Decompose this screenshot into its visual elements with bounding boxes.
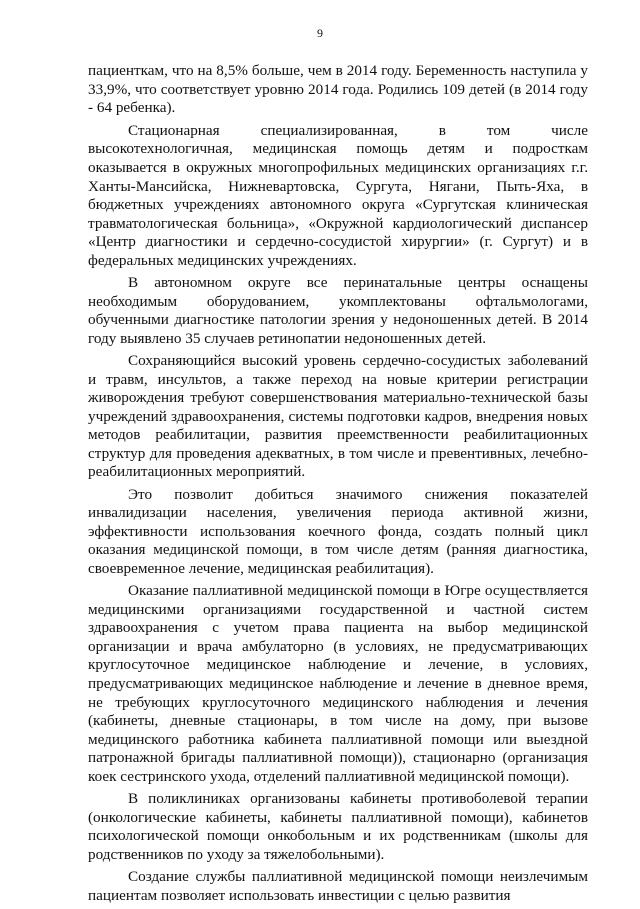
paragraph-cardiovascular: Сохраняющийся высокий уровень сердечно-сосудистых заболеваний и травм, инсультов, а также переход на новые критерии регистрации живорождения требуют совершенствования материально-технической базы учреждений здравоохранения, системы подготовки кадров, внедрения новых методов реабилитации, развития преемственности реабилитационных структур для проведения адекватных, в том числе и превентивных, лечебно-реабилитационных мероприятий.	[88, 351, 588, 481]
paragraph-palliative-care: Оказание паллиативной медицинской помощи в Югре осуществляется медицинскими организациями государственной и частной систем здравоохранения с учетом права пациента на выбор медицинской организации и врача амбулаторно (в условиях, не предусматривающих круглосуточное медицинское наблюдение и лечение, в условиях, предусматривающих медицинское наблюдение и лечение в дневное время, не требующих круглосуточного медицинского наблюдения и лечения (кабинеты, дневные стационары, в том числе на дому, при вызове медицинского работника кабинета паллиативной помощи или выездной патронажной бригады паллиативной помощи)), стационарно (организация коек сестринского ухода, отделений паллиативной медицинской помощи).	[88, 582, 588, 785]
paragraph-polyclinics: В поликлиниках организованы кабинеты противоболевой терапии (онкологические кабинеты, кабинеты паллиативной помощи), кабинетов психологической помощи онкобольным и их родственникам (школы для родственников по уходу за тяжелобольными).	[88, 790, 588, 863]
paragraph-perinatal-centers: В автономном округе все перинатальные центры оснащены необходимым оборудованием, укомплектованы офтальмологами, обученными диагностике патологии зрения у недоношенных детей. В 2014 году выявлено 35 случаев ретинопатии недоношенных детей.	[88, 274, 588, 347]
paragraph-continuation: пациенткам, что на 8,5% больше, чем в 2014 году. Беременность наступила у 33,9%, что соответствует уровню 2014 года. Родились 109 детей (в 2014 году - 64 ребенка).	[88, 62, 588, 117]
page-number: 9	[317, 26, 323, 40]
paragraph-inpatient-care: Стационарная специализированная, в том числе высокотехнологичная, медицинская помощь детям и подросткам оказывается в окружных многопрофильных медицинских организациях г.г. Ханты-Мансийска, Нижневартовска, Сургута, Нягани, Пыть-Яха, в бюджетных учреждениях автономного округа «Сургутская клиническая травматологическая больница», «Окружной кардиологический диспансер «Центр диагностики и сердечно-сосудистой хирургии» (г. Сургут) и в федеральных медицинских учреждениях.	[88, 121, 588, 269]
body-text	[88, 62, 588, 909]
paragraph-disability-reduction: Это позволит добиться значимого снижения показателей инвалидизации населения, увеличения периода активной жизни, эффективности использования коечного фонда, создать полный цикл оказания медицинской помощи, в том числе детям (ранняя диагностика, своевременное лечение, медицинская реабилитация).	[88, 485, 588, 577]
paragraph-palliative-service: Создание службы паллиативной медицинской помощи неизлечимым пациентам позволяет использовать инвестиции с целью развития	[88, 867, 588, 904]
